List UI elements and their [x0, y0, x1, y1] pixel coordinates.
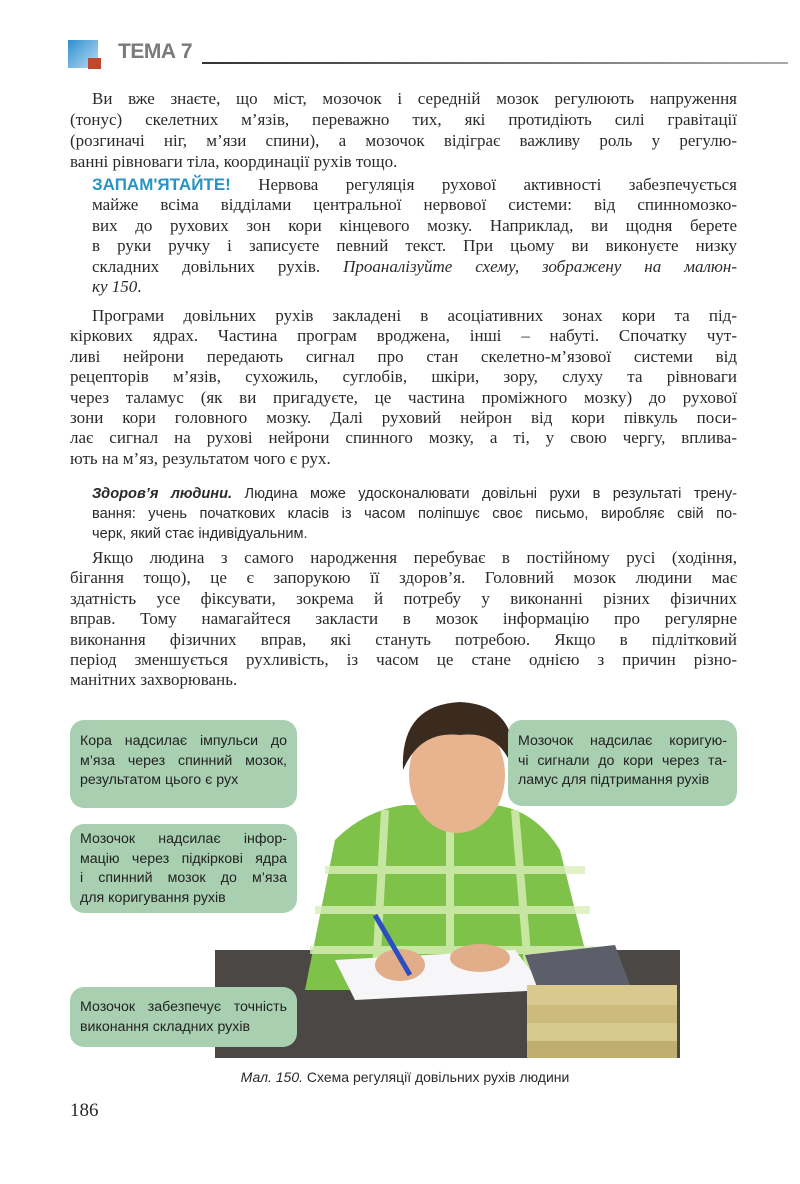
text-line: зони кори головного мозку. Далі руховий нейрон від кори півкуль поси-: [70, 408, 737, 428]
figure-reference: ку 150: [92, 277, 138, 297]
header-rule: [202, 62, 788, 64]
text-line: вання: учень початкових класів із часом поліпшує своє письмо, виробляє свій по-: [92, 506, 737, 522]
callout-line: виконання складних рухів: [80, 1018, 251, 1035]
callout-line: Кора надсилає імпульси до: [80, 733, 287, 749]
text-line: (розгиначі ніг, м’язи спини), а мозочок відіграє важливу роль у регулю-: [70, 131, 737, 150]
text-line: Програми довільних рухів закладені в асоціативних зонах кори та під-: [92, 306, 737, 325]
callout-cerebellum-thalamus: [508, 720, 737, 806]
text-line: вих до рухових зон кори кінцевого мозку. Наприклад, ви щодня берете: [92, 215, 737, 235]
header-decor-accent: [88, 58, 101, 69]
callout-cerebellum-precision: [70, 987, 297, 1047]
book-stack: [527, 1041, 677, 1058]
text-line: майже всіма відділами центральної нервової системи: від спинномозко-: [92, 195, 737, 215]
text-line: здатність усе фіксувати, зокрема й потребу у виконанні різних фізичних: [70, 588, 737, 608]
text-line: (тонус) скелетних м’язів, переважно тих, які протидіють силі гравітації: [70, 110, 737, 129]
text-line: через таламус (як ви пригадуєте, це частина проміжного мозку) до рухової: [70, 387, 737, 407]
callout-line: Мозочок надсилає коригую-: [518, 733, 727, 749]
text-line: черк, який стає індивідуальним.: [92, 526, 308, 542]
callout-cerebellum-nuclei: [70, 824, 297, 913]
callout-line: м’яза через спинний мозок,: [80, 752, 287, 769]
text-line: складних довільних рухів.: [92, 256, 344, 276]
health-note: [92, 484, 737, 544]
caption-text: Схема регуляції довільних рухів людини: [303, 1069, 570, 1085]
figure-reference: Проаналізуйте схему, зображену на малюн-: [343, 256, 737, 276]
text-line: Якщо людина з самого народження перебуває в постійному русі (ходіння,: [92, 548, 737, 567]
paragraph-3: [70, 548, 737, 691]
callout-line: ламус для підтримання рухів: [518, 772, 710, 788]
callout-line: результатом цього є рух: [80, 772, 239, 788]
callout-cortex: [70, 720, 297, 808]
text-line: манітних захворювань.: [70, 670, 238, 690]
remember-label: ЗАПАМ'ЯТАЙТЕ!: [92, 175, 231, 194]
callout-line: мацію через підкіркові ядра: [80, 850, 287, 867]
text-line: кіркових ядрах. Частина програм вроджена, інші – набуті. Спочатку чут-: [70, 326, 737, 346]
figure-caption: [0, 1069, 800, 1085]
callout-line: Мозочок забезпечує точність: [80, 999, 287, 1015]
caption-label: Мал. 150.: [240, 1069, 304, 1085]
remember-block: [92, 175, 737, 297]
text-line: ванні рівноваги тіла, координації рухів тощо.: [70, 152, 398, 171]
text-line: період зменшується рухливість, із часом це стане однією з причин різно-: [70, 650, 737, 670]
callout-line: чі сигнали до кори через та-: [518, 752, 727, 769]
text-line: ють на м’яз, результатом чого є рух.: [70, 448, 331, 468]
page-number: 186: [70, 1100, 99, 1121]
health-label: Здоров’я людини.: [92, 486, 233, 502]
text-line: бігання тощо), це є запорукою її здоров’я. Головний мозок людини має: [70, 568, 737, 588]
text-line: Людина може удосконалювати довільні рухи в результаті трену-: [232, 486, 737, 502]
text-line: Нервова регуляція рухової активності забезпечується: [230, 175, 737, 194]
text-line: в руки ручку і записуєте певний текст. При цьому ви виконуєте низку: [92, 236, 737, 256]
callout-line: для коригування рухів: [80, 889, 226, 906]
text-line: Ви вже знаєте, що міст, мозочок і середній мозок регулюють напруження: [92, 89, 737, 108]
callout-line: і спинний мозок до м’яза: [80, 870, 287, 886]
text-line: вправ. Тому намагайтеся закласти в мозок інформацію про регулярне: [70, 609, 737, 629]
topic-header: [68, 40, 788, 70]
callout-line: Мозочок надсилає інфор-: [80, 831, 287, 847]
text-line: лає сигнал на рухові нейрони спинного мозку, а ті, у свою чергу, вплива-: [70, 428, 737, 448]
text-line: .: [137, 277, 142, 297]
text-line: виконання фізичних вправ, які стануть потребою. Якщо в підлітковий: [70, 629, 737, 649]
text-line: рецепторів м’язів, сухожиль, суглобів, шкіри, зору, слуху та рівноваги: [70, 367, 737, 387]
paragraph-1: [70, 88, 737, 172]
topic-title: ТЕМА 7: [118, 40, 193, 63]
paragraph-2: [70, 306, 737, 469]
text-line: ливі нейрони передають сигнал про стан скелетно-м’язової системи від: [70, 346, 737, 366]
